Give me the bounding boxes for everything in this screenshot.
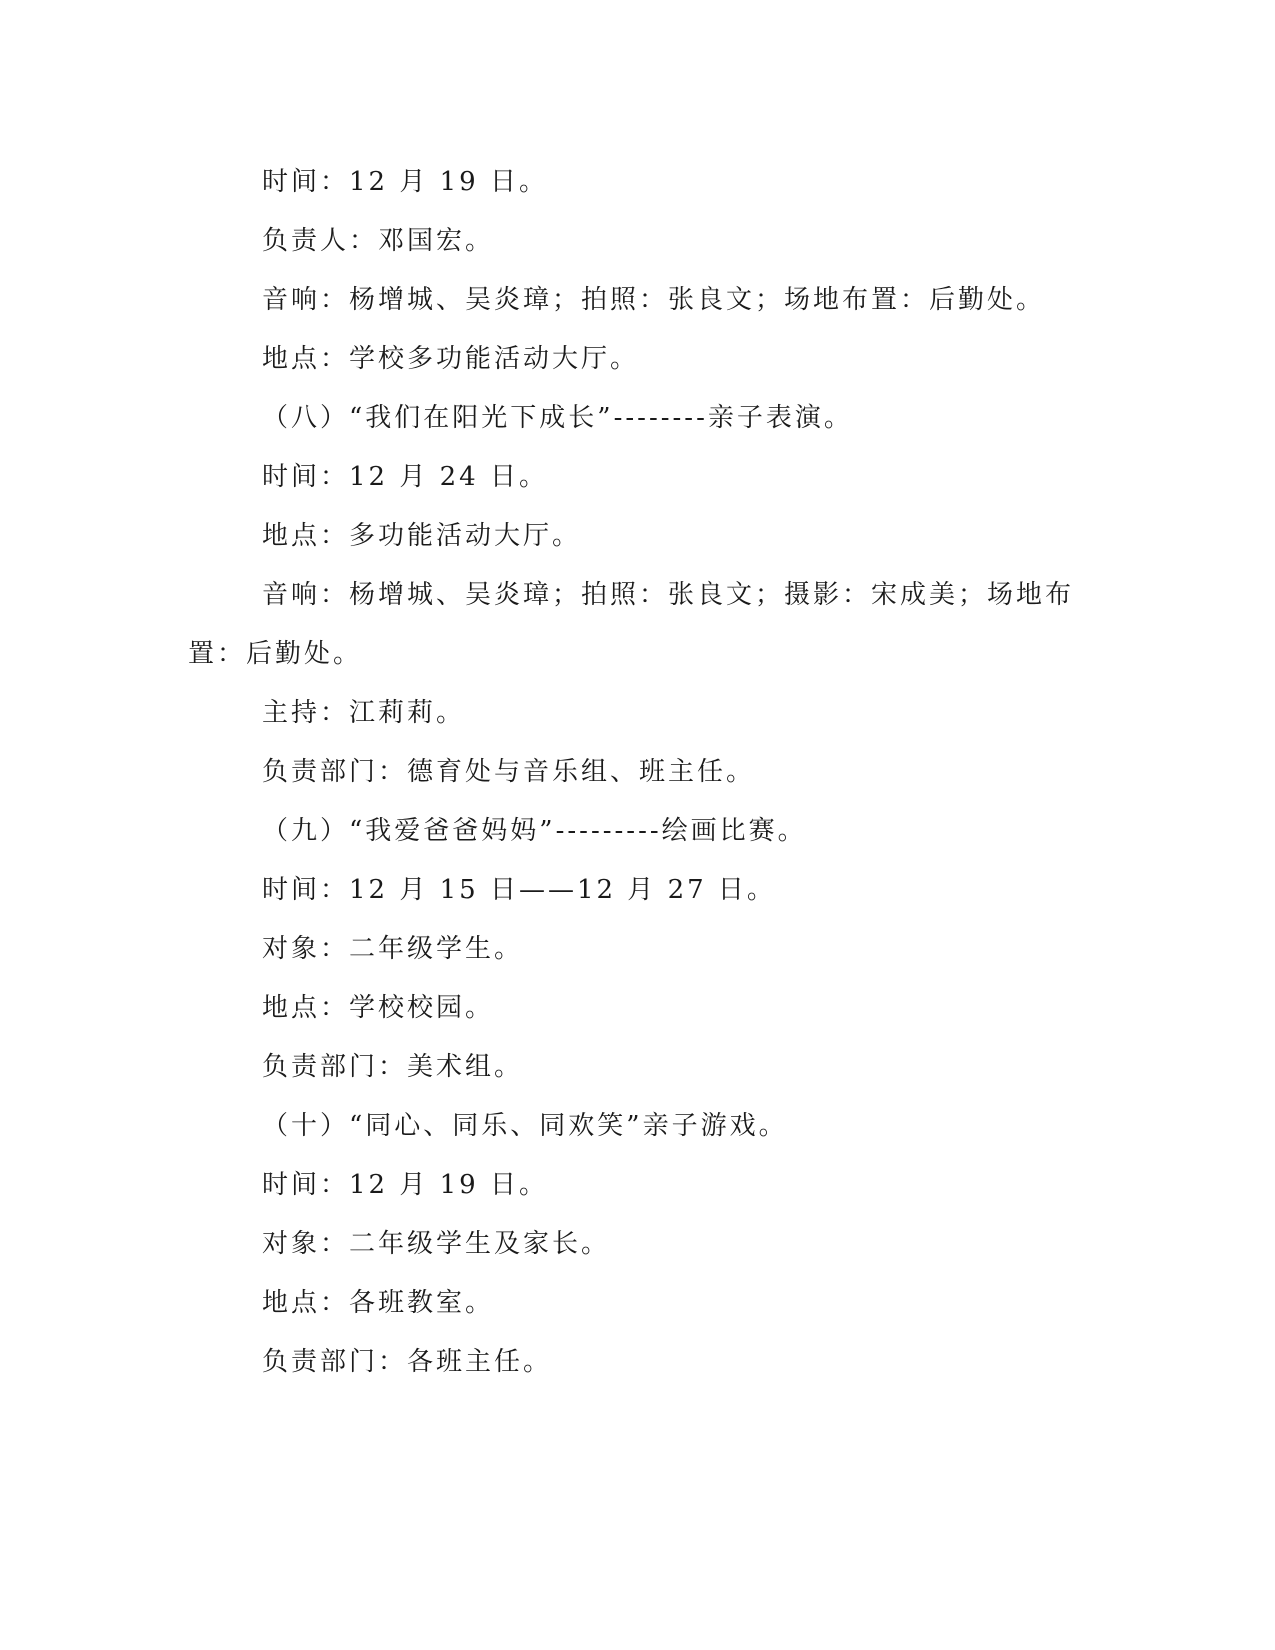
staff-line-2: 音响：杨增城、吴炎璋；拍照：张良文；摄影：宋成美；场地布: [262, 580, 1075, 610]
department-line-1: 负责部门：德育处与音乐组、班主任。: [262, 757, 756, 787]
target-line-2: 对象：二年级学生及家长。: [262, 1229, 611, 1259]
department-line-3: 负责部门：各班主任。: [262, 1347, 553, 1377]
staff-line-2-continued: 置：后勤处。: [188, 639, 363, 669]
department-line-2: 负责部门：美术组。: [262, 1052, 524, 1082]
location-line-4: 地点：各班教室。: [262, 1288, 495, 1318]
section-heading-10: （十）“同心、同乐、同欢笑”亲子游戏。: [262, 1111, 788, 1141]
person-in-charge-line: 负责人：邓国宏。: [262, 226, 495, 256]
section-heading-9: （九）“我爱爸爸妈妈”---------绘画比赛。: [262, 816, 807, 846]
section-heading-8: （八）“我们在阳光下成长”--------亲子表演。: [262, 403, 853, 433]
location-line-2: 地点：多功能活动大厅。: [262, 521, 582, 551]
time-line-1: 时间：12 月 19 日。: [262, 167, 548, 197]
target-line-1: 对象：二年级学生。: [262, 934, 524, 964]
time-line-4: 时间：12 月 19 日。: [262, 1170, 548, 1200]
time-line-3: 时间：12 月 15 日——12 月 27 日。: [262, 875, 776, 905]
time-line-2: 时间：12 月 24 日。: [262, 462, 548, 492]
location-line-1: 地点：学校多功能活动大厅。: [262, 344, 640, 374]
staff-line-1: 音响：杨增城、吴炎璋；拍照：张良文；场地布置：后勤处。: [262, 285, 1046, 315]
location-line-3: 地点：学校校园。: [262, 993, 495, 1023]
host-line: 主持：江莉莉。: [262, 698, 466, 728]
